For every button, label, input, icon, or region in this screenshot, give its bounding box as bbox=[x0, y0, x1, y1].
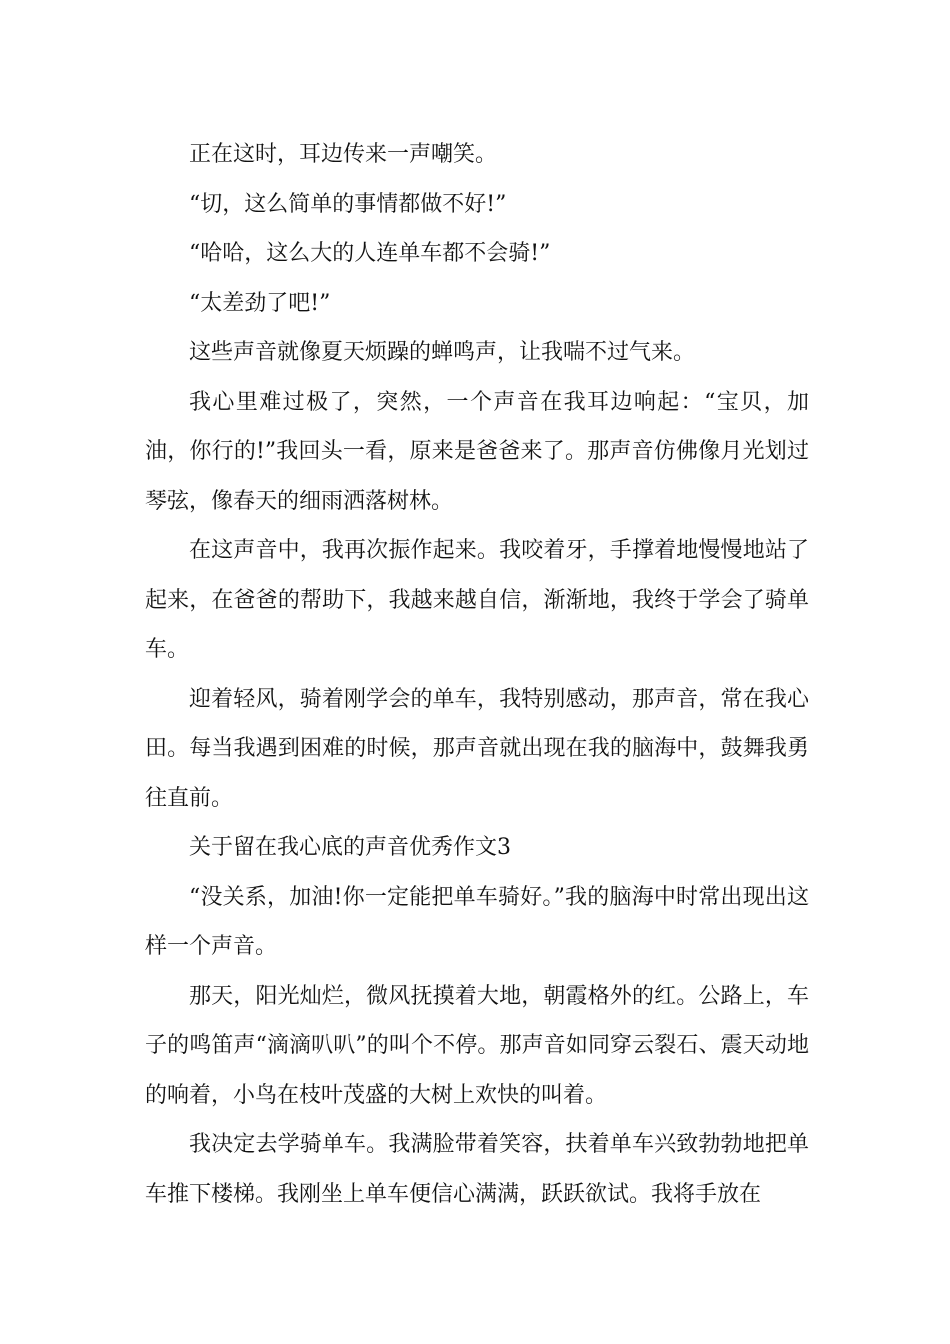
section-heading: 关于留在我心底的声音优秀作文3 bbox=[189, 835, 511, 860]
paragraph: “切，这么简单的事情都做不好!” bbox=[189, 191, 507, 217]
paragraph: 我心里难过极了，突然，一个声音在我耳边响起：“宝贝，加油，你行的!”我回头一看，原来是爸爸来了。那声音仿佛像月光划过琴弦，像春天的细雨洒落树林。 bbox=[145, 389, 809, 514]
paragraph: “没关系，加油!你一定能把单车骑好。”我的脑海中时常出现出这样一个声音。 bbox=[145, 884, 809, 959]
paragraph: 这些声音就像夏天烦躁的蝉鸣声，让我喘不过气来。 bbox=[189, 340, 696, 365]
paragraph: 迎着轻风，骑着刚学会的单车，我特别感动，那声音，常在我心田。每当我遇到困难的时候，那声音就出现在我的脑海中，鼓舞我勇往直前。 bbox=[145, 686, 809, 811]
paragraph: 那天，阳光灿烂，微风抚摸着大地，朝霞格外的红。公路上，车子的鸣笛声“滴滴叭叭”的叫个不停。那声音如同穿云裂石、震天动地的响着，小鸟在枝叶茂盛的大树上欢快的叫着。 bbox=[145, 983, 809, 1108]
document-body bbox=[145, 130, 809, 1219]
paragraph: 在这声音中，我再次振作起来。我咬着牙，手撑着地慢慢地站了起来，在爸爸的帮助下，我越来越自信，渐渐地，我终于学会了骑单车。 bbox=[145, 538, 809, 662]
paragraph: “哈哈，这么大的人连单车都不会骑!” bbox=[189, 241, 551, 266]
paragraph: 正在这时，耳边传来一声嘲笑。 bbox=[189, 142, 498, 167]
paragraph: “太差劲了吧!” bbox=[189, 290, 331, 316]
paragraph: 我决定去学骑单车。我满脸带着笑容，扶着单车兴致勃勃地把单车推下楼梯。我刚坐上单车便信心满满，跃跃欲试。我将手放在 bbox=[145, 1132, 809, 1207]
